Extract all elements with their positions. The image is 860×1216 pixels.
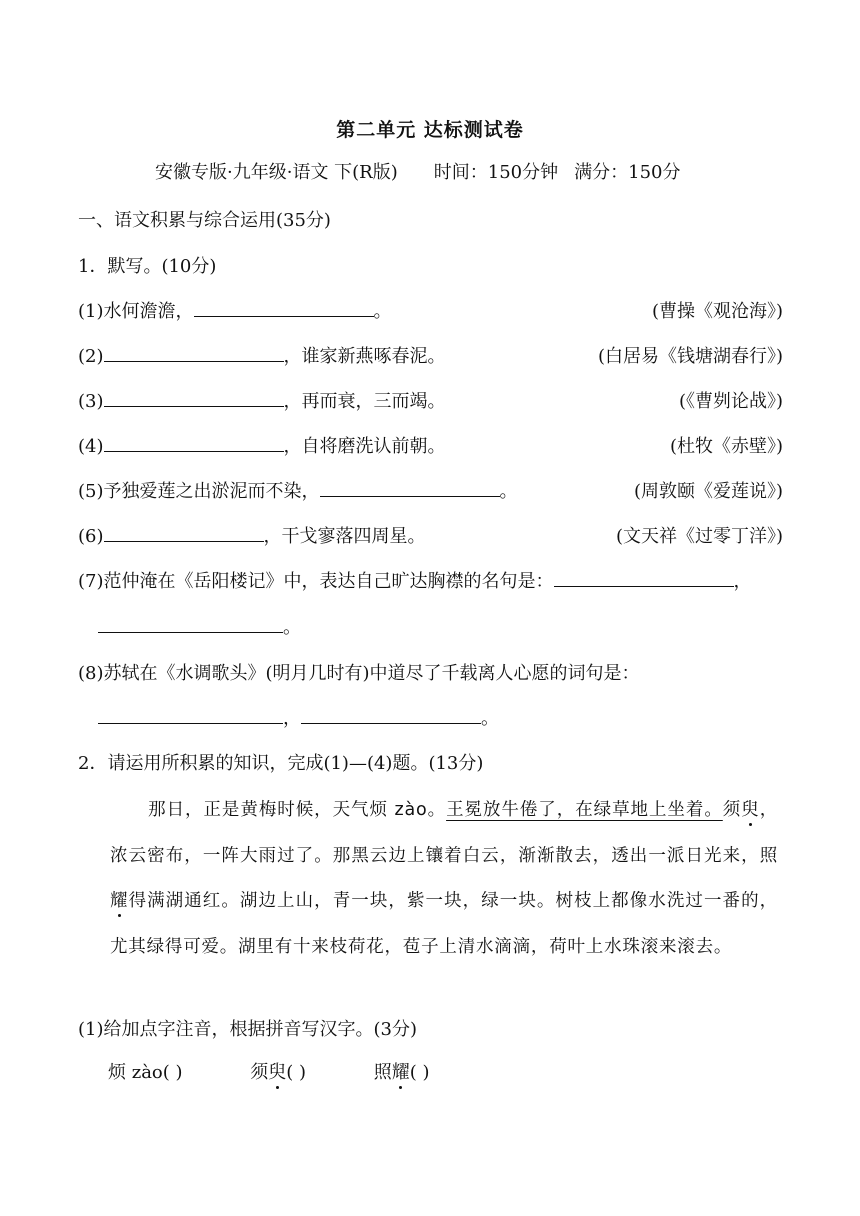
answer-blank[interactable] bbox=[104, 435, 284, 452]
subquestion-1: (1)给加点字注音，根据拼音写汉字。(3分) bbox=[78, 1019, 417, 1040]
reading-passage: 那日，正是黄梅时候，天气烦 zào。王冕放牛倦了，在绿草地上坐着。须臾，浓云密布，一阵大雨过了。那黑云边上镶着白云，渐渐散去，透出一派日光来，照耀得满湖通红。湖边上山，青一块，紫一块，绿一块。树枝上都像水洗过一番的，尤其绿得可爱。湖里有十来枝荷花，苞子上清水滴滴，荷叶上水珠滚来滚去。 bbox=[110, 800, 778, 957]
dotted-char: 耀 bbox=[391, 1062, 410, 1083]
source-label: (文天祥《过零丁洋》) bbox=[615, 526, 783, 547]
page-title: 第二单元 达标测试卷 bbox=[336, 119, 524, 141]
time-label: 时间：150分钟 bbox=[433, 162, 559, 183]
pinyin-answer-row bbox=[108, 1058, 430, 1084]
dotted-char: 臾 bbox=[268, 1062, 287, 1083]
edition-label: 安徽专版·九年级·语文 下(R版) bbox=[155, 162, 398, 183]
dictation-item-2: (2) ，谁家新燕啄春泥。 (白居易《钱塘湖春行》) bbox=[78, 342, 783, 368]
answer-blank[interactable] bbox=[98, 707, 283, 724]
source-label: (周敦颐《爱莲说》) bbox=[633, 481, 783, 502]
dictation-item-7-cont: 。 bbox=[98, 613, 803, 639]
source-label: (杜牧《赤壁》) bbox=[669, 436, 783, 457]
dictation-item-4: (4) ，自将磨洗认前朝。 (杜牧《赤壁》) bbox=[78, 432, 783, 458]
answer-blank[interactable] bbox=[98, 616, 283, 633]
answer-blank[interactable] bbox=[320, 480, 500, 497]
score-label: 满分：150分 bbox=[574, 162, 681, 183]
section-heading: 一、语文积累与综合运用(35分) bbox=[78, 210, 331, 231]
dictation-item-6: (6) ，干戈寥落四周星。 (文天祥《过零丁洋》) bbox=[78, 522, 783, 548]
answer-blank[interactable] bbox=[104, 345, 284, 362]
underlined-sentence: 王冕放牛倦了，在绿草地上坐着。 bbox=[446, 800, 723, 820]
dictation-item-5: (5)予独爱莲之出淤泥而不染， 。 (周敦颐《爱莲说》) bbox=[78, 477, 783, 503]
dictation-item-3: (3) ，再而衰，三而竭。 (《曹刿论战》) bbox=[78, 387, 783, 413]
dotted-char: 臾 bbox=[741, 800, 760, 820]
answer-zao[interactable]: 烦 zào( ) bbox=[108, 1062, 183, 1083]
exam-info bbox=[155, 158, 680, 184]
dictation-item-8-cont: ， 。 bbox=[98, 704, 803, 730]
dictation-item-7: (7)范仲淹在《岳阳楼记》中，表达自己旷达胸襟的名句是： ， bbox=[78, 571, 752, 592]
source-label: (曹操《观沧海》) bbox=[651, 301, 783, 322]
answer-yao[interactable]: 照耀( ) bbox=[373, 1062, 430, 1083]
answer-yu[interactable]: 须臾( ) bbox=[250, 1062, 307, 1083]
answer-blank[interactable] bbox=[104, 525, 264, 542]
question-1-heading: 1．默写。(10分) bbox=[78, 256, 217, 277]
dictation-item-1: (1)水何澹澹， 。 (曹操《观沧海》) bbox=[78, 297, 783, 323]
answer-blank[interactable] bbox=[301, 707, 481, 724]
answer-blank[interactable] bbox=[194, 300, 374, 317]
source-label: (白居易《钱塘湖春行》) bbox=[597, 346, 783, 367]
dotted-char: 耀 bbox=[110, 891, 129, 911]
answer-blank[interactable] bbox=[104, 390, 284, 407]
question-2-heading: 2．请运用所积累的知识，完成(1)—(4)题。(13分) bbox=[78, 753, 484, 774]
dictation-item-8: (8)苏轼在《水调歌头》(明月几时有)中道尽了千载离人心愿的词句是： bbox=[78, 663, 640, 684]
source-label: (《曹刿论战》) bbox=[678, 391, 783, 412]
answer-blank[interactable] bbox=[554, 570, 734, 587]
